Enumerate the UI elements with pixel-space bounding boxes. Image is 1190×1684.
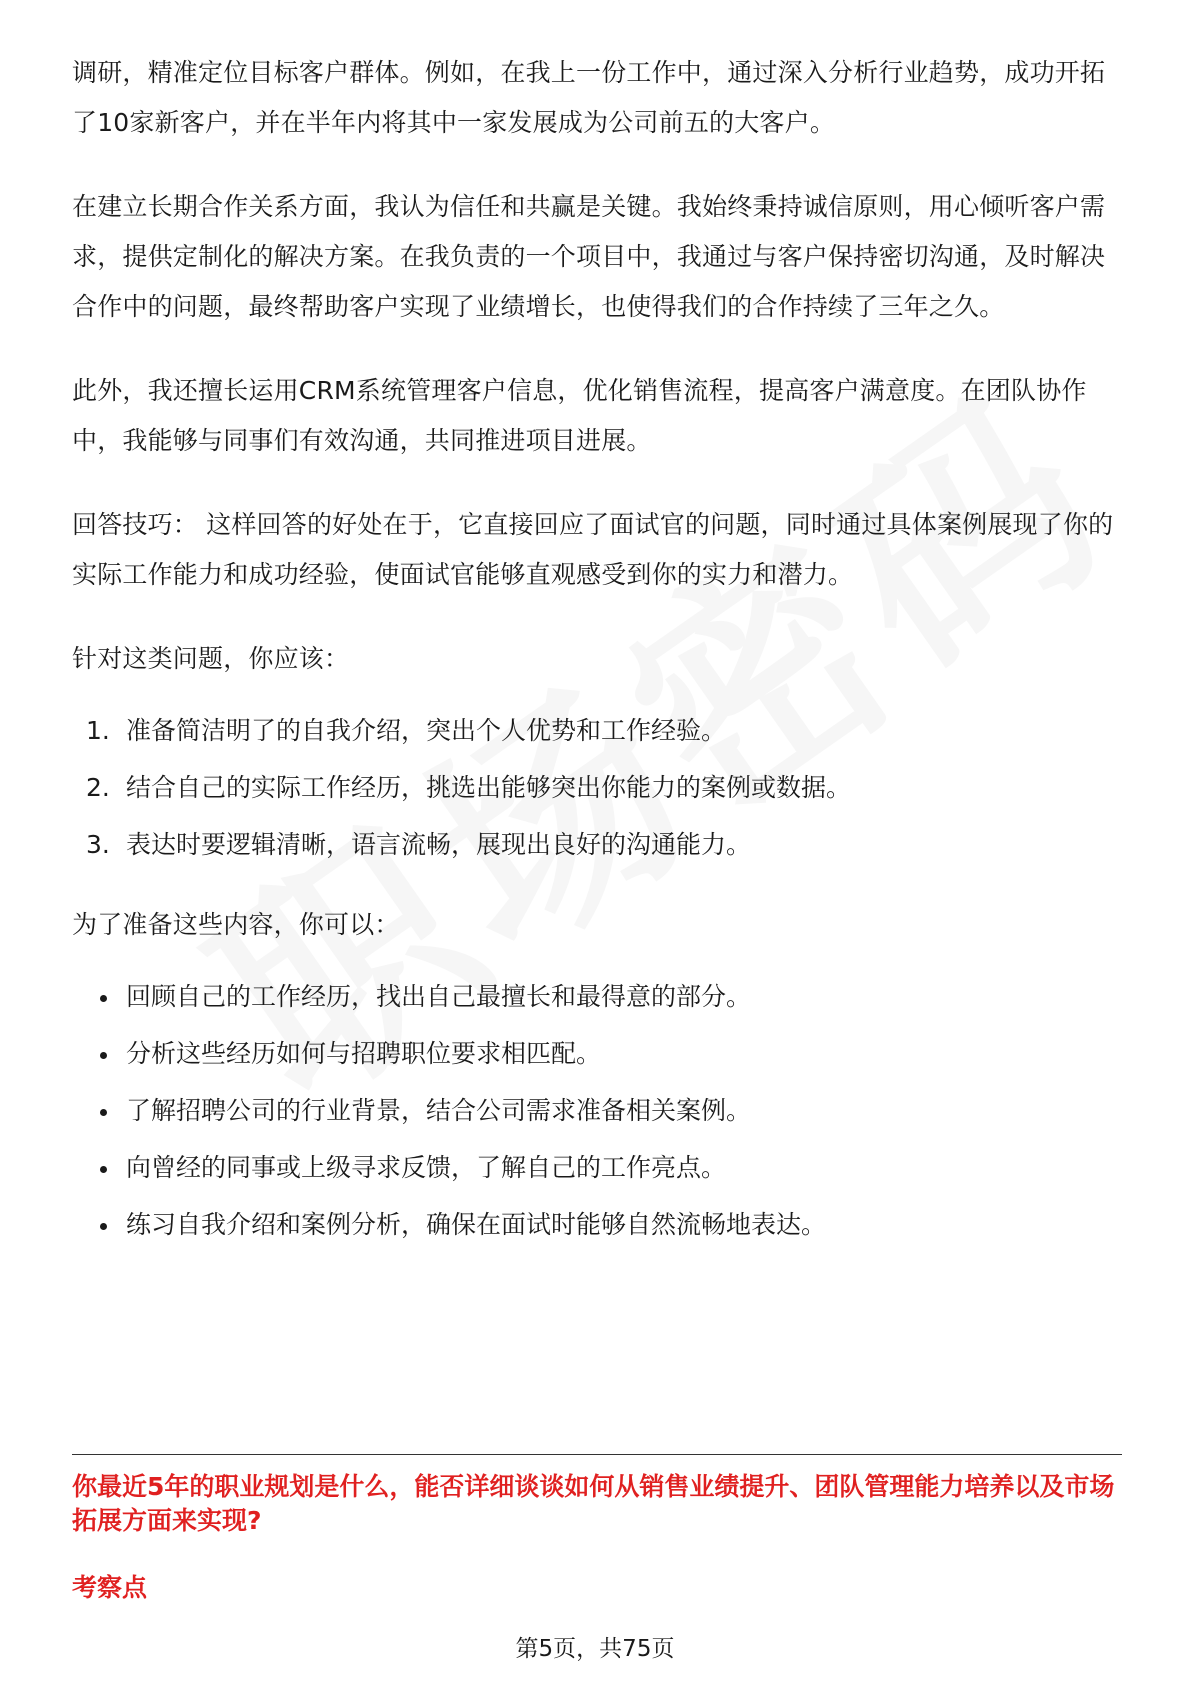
list-item — [72, 1151, 1122, 1185]
advice-intro: 针对这类问题，你应该： — [72, 644, 350, 673]
bullet-icon — [100, 1109, 107, 1116]
paragraph-1: 调研，精准定位目标客户群体。例如，在我上一份工作中，通过深入分析行业趋势，成功开拓了10家新客户，并在半年内将其中一家发展成为公司前五的大客户。 — [72, 58, 1106, 137]
bullet-icon — [100, 1223, 107, 1230]
body-content — [72, 48, 1122, 1280]
list-item-text: 回顾自己的工作经历，找出自己最擅长和最得意的部分。 — [126, 982, 752, 1011]
numbered-list — [72, 714, 1122, 862]
assessment-points-heading: 考察点 — [72, 1573, 148, 1602]
prep-intro: 为了准备这些内容，你可以： — [72, 910, 400, 939]
list-item — [72, 1094, 1122, 1128]
list-item — [72, 828, 1122, 862]
list-item-text: 分析这些经历如何与招聘职位要求相匹配。 — [126, 1039, 602, 1068]
list-item — [72, 1208, 1122, 1242]
question-heading: 你最近5年的职业规划是什么，能否详细谈谈如何从销售业绩提升、团队管理能力培养以及市场拓展方面来实现? — [72, 1472, 1115, 1535]
list-item-text: 了解招聘公司的行业背景，结合公司需求准备相关案例。 — [126, 1096, 752, 1125]
list-item-text: 结合自己的实际工作经历，挑选出能够突出你能力的案例或数据。 — [126, 773, 852, 802]
list-item-text: 向曾经的同事或上级寻求反馈，了解自己的工作亮点。 — [126, 1153, 727, 1182]
list-item — [72, 1037, 1122, 1071]
bullet-list — [72, 980, 1122, 1242]
page-number: 第5页，共75页 — [515, 1636, 675, 1662]
paragraph-2: 在建立长期合作关系方面，我认为信任和共赢是关键。我始终秉持诚信原则，用心倾听客户需求，提供定制化的解决方案。在我负责的一个项目中，我通过与客户保持密切沟通，及时解决合作中的问题，最终帮助客户实现了业绩增长，也使得我们的合作持续了三年之久。 — [72, 192, 1106, 321]
bullet-icon — [100, 1166, 107, 1173]
list-item-text: 表达时要逻辑清晰，语言流畅，展现出良好的沟通能力。 — [126, 830, 752, 859]
paragraph-3: 此外，我还擅长运用CRM系统管理客户信息，优化销售流程，提高客户满意度。在团队协作中，我能够与同事们有效沟通，共同推进项目进展。 — [72, 376, 1087, 455]
list-number: 2. — [86, 773, 110, 802]
bullet-icon — [100, 1052, 107, 1059]
bullet-icon — [100, 995, 107, 1002]
list-item-text: 准备简洁明了的自我介绍，突出个人优势和工作经验。 — [126, 716, 727, 745]
list-number: 3. — [86, 830, 110, 859]
list-item — [72, 714, 1122, 748]
list-item — [72, 980, 1122, 1014]
list-item-text: 练习自我介绍和案例分析，确保在面试时能够自然流畅地表达。 — [126, 1210, 827, 1239]
section-divider — [72, 1454, 1122, 1455]
answer-tips-paragraph: 回答技巧： 这样回答的好处在于，它直接回应了面试官的问题，同时通过具体案例展现了你的实际工作能力和成功经验，使面试官能够直观感受到你的实力和潜力。 — [72, 510, 1114, 589]
list-item — [72, 771, 1122, 805]
list-number: 1. — [86, 716, 110, 745]
